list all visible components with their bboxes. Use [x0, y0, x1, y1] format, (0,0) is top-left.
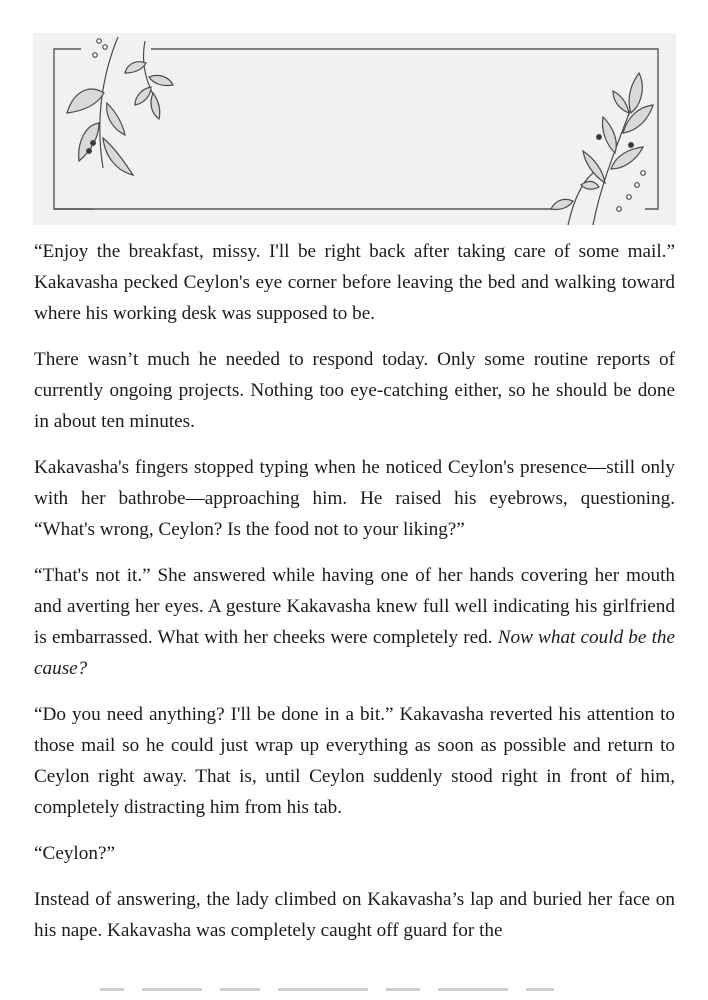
paragraph-3: Kakavasha's fingers stopped typing when he noticed Ceylon's presence—still only with her bathrobe—approaching him. He raised his eyebrows, questioning. “What's wrong, Ceylon? Is the food not to your liking?”: [34, 457, 675, 540]
paragraph-4-italic: Now what could be the cause?: [34, 627, 676, 679]
story-text: [34, 236, 675, 961]
paragraph-1: “Enjoy the breakfast, missy. I'll be right back after taking care of some mail.” Kakavasha pecked Ceylon's eye corner before leaving the bed and walking toward where his working desk was supposed to be.: [34, 241, 675, 324]
paragraph-4: [34, 560, 675, 684]
leaf-branch-icon: [33, 33, 676, 225]
paragraph-6: “Ceylon?”: [34, 843, 115, 864]
paragraph-2: There wasn’t much he needed to respond today. Only some routine reports of currently ongoing projects. Nothing too eye-catching either, so he should be done in about ten minutes.: [34, 349, 675, 432]
paragraph-4-text: “That's not it.” She answered while having one of her hands covering her mouth and averting her eyes. A gesture Kakavasha knew full well indicating his girlfriend is embarrassed. What with her cheeks were completely red.: [34, 565, 675, 648]
decorative-header-banner: [33, 33, 676, 225]
paragraph-5: “Do you need anything? I'll be done in a bit.” Kakavasha reverted his attention to those mail so he could just wrap up everything as soon as possible and return to Ceylon right away. That is, until Ceylon suddenly stood right in front of him, completely distracting him from his tab.: [34, 704, 675, 818]
cut-off-next-line: [100, 988, 620, 1000]
paragraph-7: Instead of answering, the lady climbed on Kakavasha’s lap and buried her face on his nape. Kakavasha was completely caught off guard for the: [34, 889, 675, 941]
